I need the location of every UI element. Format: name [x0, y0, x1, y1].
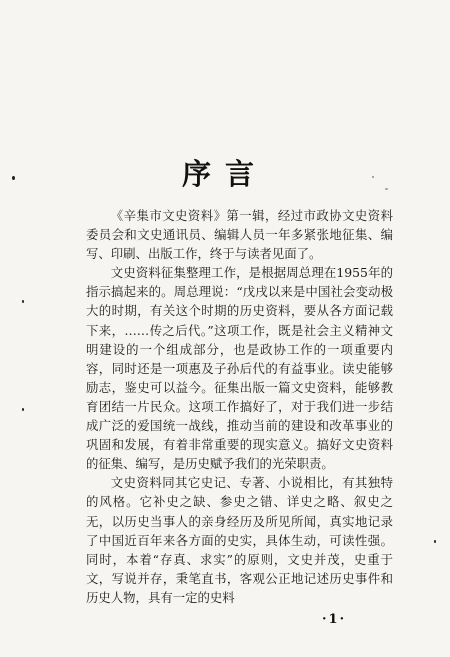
scan-speck	[22, 300, 24, 303]
scan-speck	[385, 188, 388, 190]
paragraph-3: 文史资料同其它史记、专著、小说相比，有其独特的风格。它补史之缺、参史之错、详史之略、叙史之无，以历史当事人的亲身经历及所见所闻，真实地记录了中国近百年来各方面的史实，具体生动，可读性强。同时，本着“存真、求实”的原则，文史并茂，史重于文，写说并存，秉笔直书，客观公正地记述历史事件和历史人物，具有一定的史料	[86, 475, 393, 605]
scan-speck	[12, 176, 15, 180]
paragraph-1: 《辛集市文史资料》第一辑，经过市政协文史资料委员会和文史通讯员、编辑人员一年多紧张地征集、编写、印刷、出版工作，终于与读者见面了。	[86, 208, 393, 262]
scan-speck	[22, 408, 24, 411]
body-text	[86, 206, 393, 607]
paragraph-2: 文史资料征集整理工作，是根据周总理在1955年的指示搞起来的。周总理说：“戊戌以来是中国社会变动极大的时期，有关这个时期的历史资料，要从各方面记载下来，……传之后代。”这项工作，既是社会主义精神文明建设的一个组成部分，也是政协工作的一项重要内容，同时还是一项惠及子孙后代的有益事业。读史能够励志，鉴史可以益今。征集出版一篇文史资料，能够教育团结一片民众。这项工作搞好了，对于我们进一步结成广泛的爱国统一战线，推动当前的建设和改革事业的巩固和发展，有着非常重要的现实意义。搞好文史资料的征集、编写，是历史赋予我们的光荣职责。	[86, 265, 393, 472]
scan-speck	[434, 540, 436, 543]
scan-speck	[372, 176, 374, 178]
page-number: ·1·	[322, 612, 347, 627]
page-title: 序言	[181, 157, 268, 191]
